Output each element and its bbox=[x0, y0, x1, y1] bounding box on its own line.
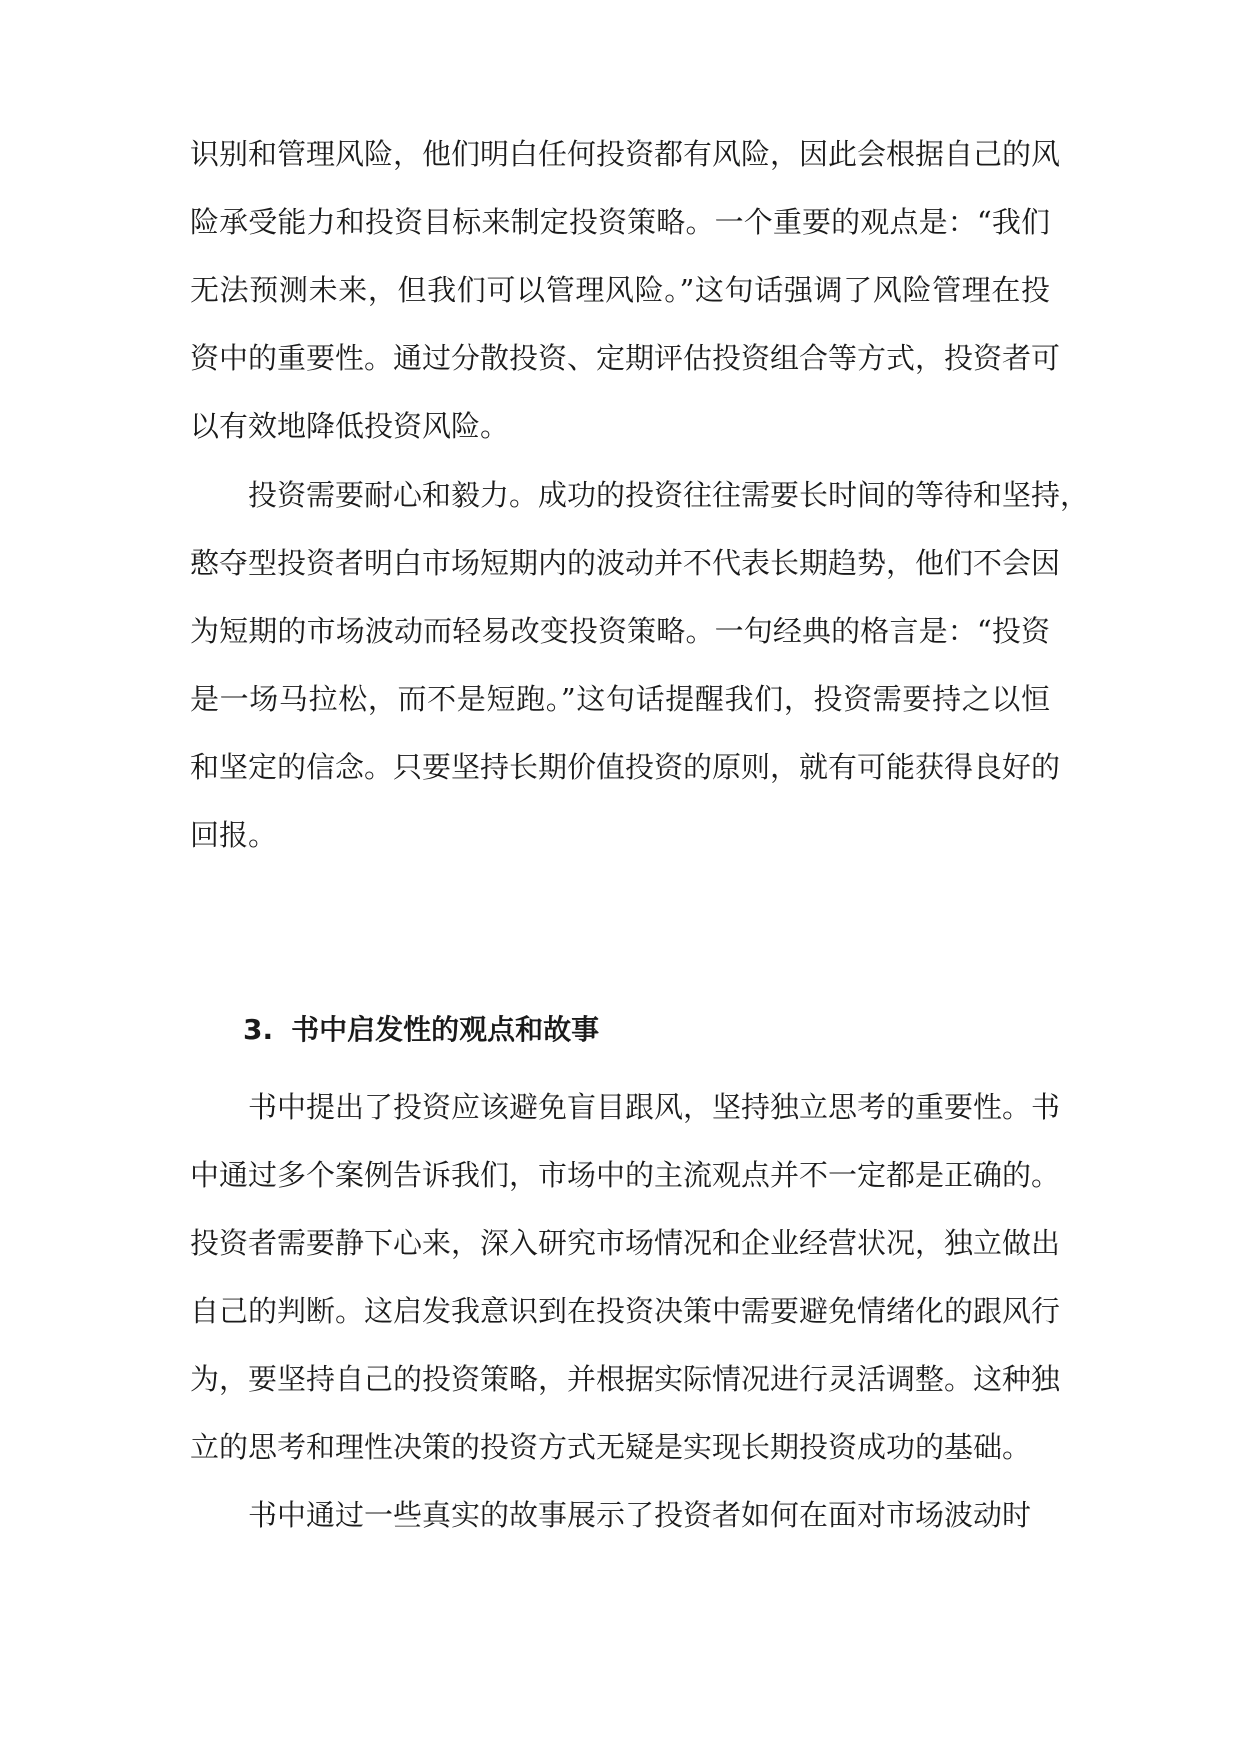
text-line: 立的思考和理性决策的投资方式无疑是实现长期投资成功的基础。 bbox=[190, 1430, 1032, 1464]
text-line: 投资者需要静下心来，深入研究市场情况和企业经营状况，独立做出 bbox=[190, 1226, 1061, 1260]
text-line: 资中的重要性。通过分散投资、定期评估投资组合等方式，投资者可 bbox=[190, 341, 1061, 375]
text-line: 识别和管理风险，他们明白任何投资都有风险，因此会根据自己的风 bbox=[190, 137, 1061, 171]
text-line: 书中通过一些真实的故事展示了投资者如何在面对市场波动时 bbox=[248, 1498, 1032, 1532]
text-line: 中通过多个案例告诉我们，市场中的主流观点并不一定都是正确的。 bbox=[190, 1158, 1061, 1192]
text-line: 憨夺型投资者明白市场短期内的波动并不代表长期趋势，他们不会因 bbox=[190, 546, 1061, 580]
text-line: 是一场马拉松，而不是短跑。”这句话提醒我们，投资需要持之以恒 bbox=[190, 682, 1050, 716]
section-heading bbox=[243, 1010, 599, 1050]
text-line: 无法预测未来，但我们可以管理风险。”这句话强调了风险管理在投 bbox=[190, 273, 1050, 307]
text-line: 书中提出了投资应该避免盲目跟风，坚持独立思考的重要性。书 bbox=[248, 1090, 1061, 1124]
text-line: 为短期的市场波动而轻易改变投资策略。一句经典的格言是：“投资 bbox=[190, 614, 1050, 648]
text-line: 和坚定的信念。只要坚持长期价值投资的原则，就有可能获得良好的 bbox=[190, 750, 1061, 784]
text-line: 投资需要耐心和毅力。成功的投资往往需要长时间的等待和坚持， bbox=[248, 478, 1090, 512]
text-line: 回报。 bbox=[190, 818, 278, 852]
text-line: 自己的判断。这启发我意识到在投资决策中需要避免情绪化的跟风行 bbox=[190, 1294, 1061, 1328]
section-number: 3. bbox=[243, 1013, 274, 1046]
text-line: 为，要坚持自己的投资策略，并根据实际情况进行灵活调整。这种独 bbox=[190, 1362, 1061, 1396]
text-line: 以有效地降低投资风险。 bbox=[190, 409, 510, 443]
text-line: 险承受能力和投资目标来制定投资策略。一个重要的观点是：“我们 bbox=[190, 205, 1050, 239]
section-title: 书中启发性的观点和故事 bbox=[291, 1013, 600, 1046]
